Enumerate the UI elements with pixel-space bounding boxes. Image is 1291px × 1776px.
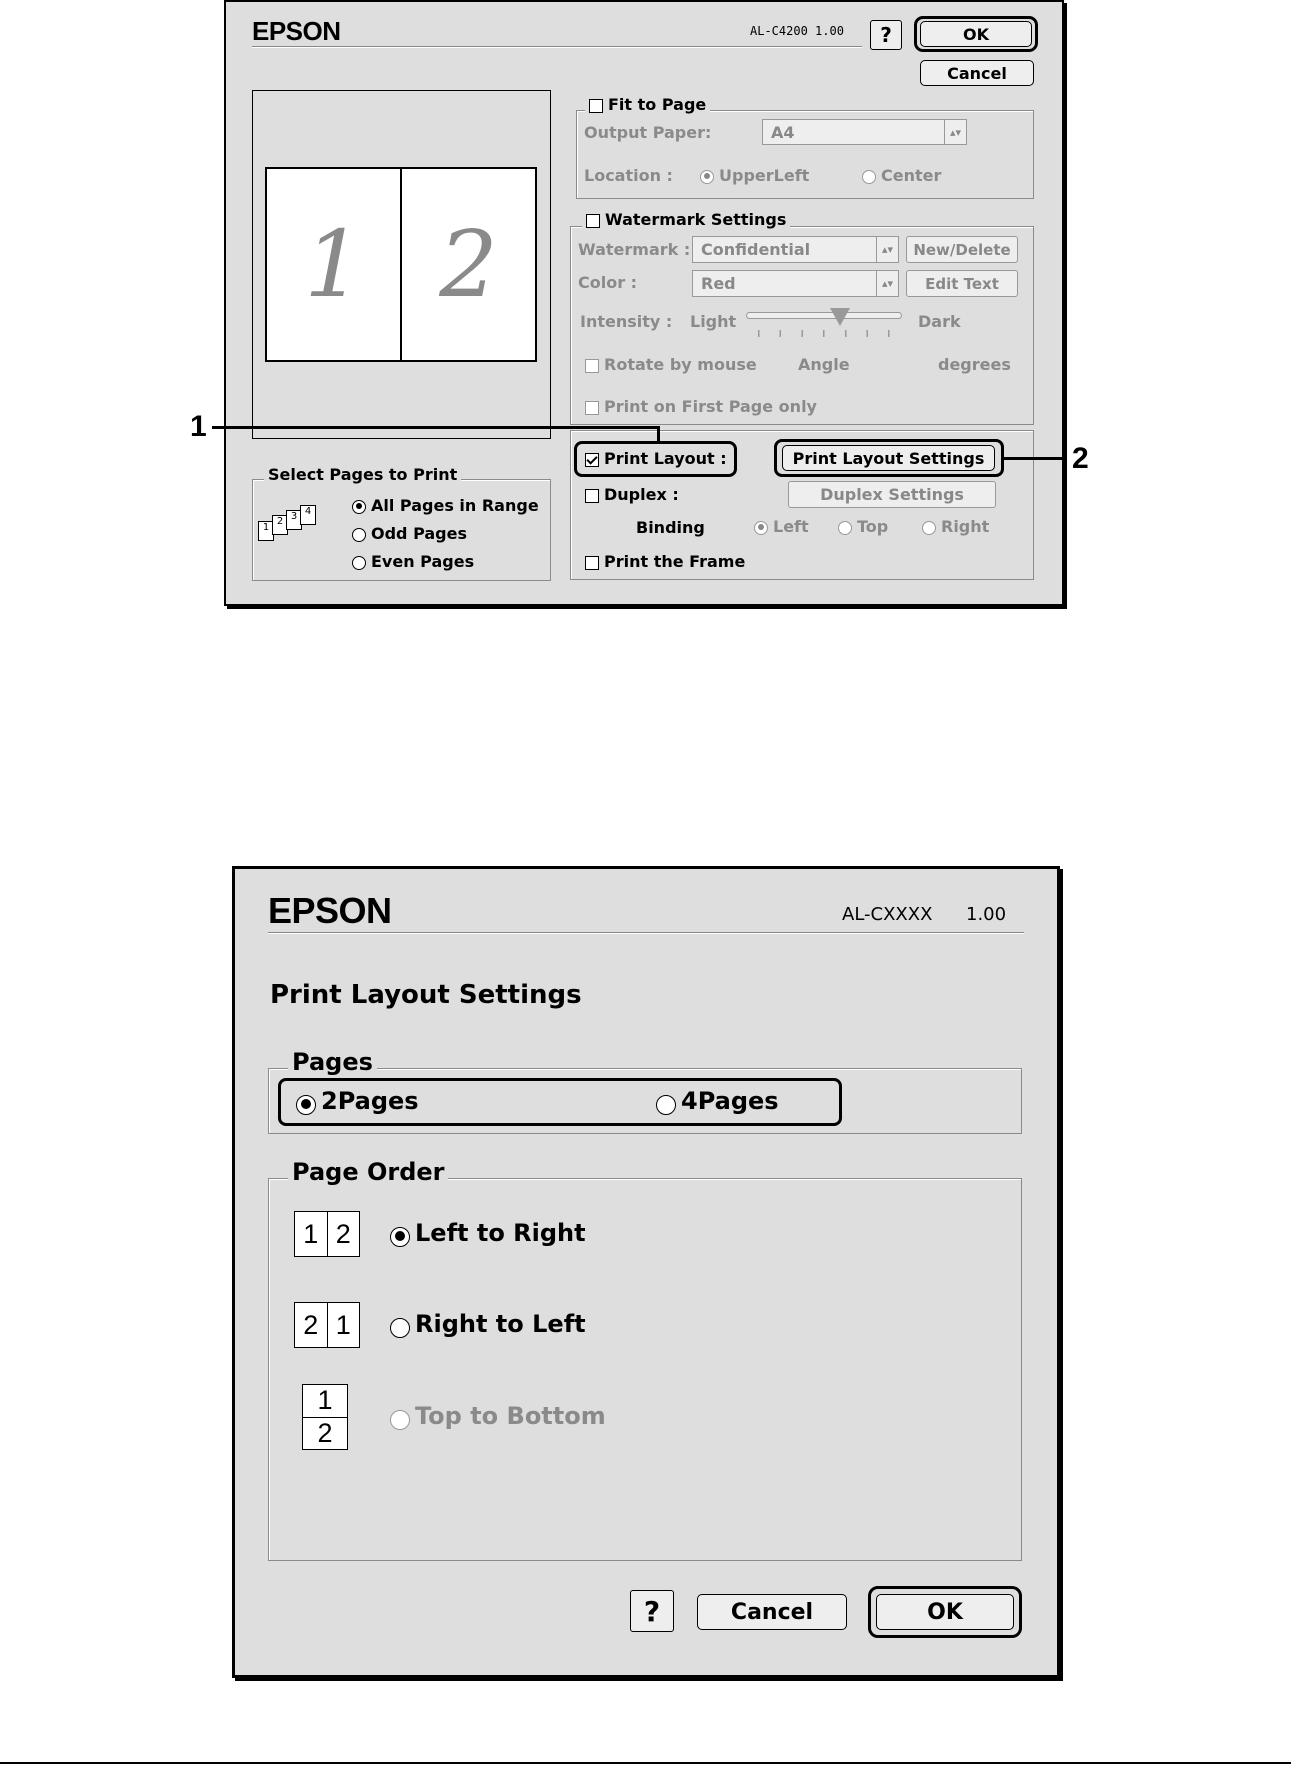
all-pages-label: All Pages in Range <box>371 496 539 515</box>
slider-ticks <box>758 330 892 337</box>
icon-page-2: 2 <box>295 1303 328 1347</box>
output-paper-value: A4 <box>771 122 795 142</box>
print-frame-box <box>585 556 599 570</box>
print-frame-label: Print the Frame <box>604 552 746 571</box>
duplex-settings-button[interactable]: Duplex Settings <box>788 481 996 508</box>
pages-stack-icon <box>258 505 320 549</box>
right-to-left-icon <box>294 1302 360 1348</box>
help-icon: ? <box>880 23 892 47</box>
ok-button-2[interactable]: OK <box>876 1594 1014 1630</box>
radio-icon <box>862 170 876 184</box>
two-pages-label: 2Pages <box>321 1087 419 1115</box>
help-icon: ? <box>643 1594 661 1628</box>
intensity-slider[interactable] <box>746 308 902 338</box>
select-pages-title: Select Pages to Print <box>264 465 461 484</box>
left-to-right-label: Left to Right <box>415 1219 586 1247</box>
epson-logo-2: EPSON <box>268 890 392 931</box>
print-layout-box <box>585 453 599 467</box>
dialog-title: Print Layout Settings <box>270 980 582 1010</box>
location-center-radio[interactable] <box>862 166 941 185</box>
first-page-box <box>585 401 599 415</box>
location-label: Location : <box>584 166 673 185</box>
first-page-only-checkbox[interactable] <box>585 397 817 416</box>
fit-to-page-label: Fit to Page <box>608 95 707 114</box>
radio-icon <box>352 556 366 570</box>
callout-1-line <box>212 426 660 429</box>
right-label: Right <box>941 517 990 536</box>
slider-track <box>746 312 902 319</box>
pages-group-title: Pages <box>288 1048 377 1076</box>
icon-page-1: 1 <box>335 1309 351 1340</box>
four-pages-label: 4Pages <box>681 1087 779 1115</box>
print-layout-settings-button[interactable]: Print Layout Settings <box>782 445 995 471</box>
print-layout-checkbox[interactable] <box>585 449 727 468</box>
binding-top-radio[interactable] <box>838 517 888 536</box>
duplex-box <box>585 489 599 503</box>
help-button-2[interactable] <box>630 1590 674 1632</box>
fit-to-page-checkbox[interactable] <box>585 95 710 114</box>
top-label: Top <box>857 517 889 536</box>
print-frame-checkbox[interactable] <box>585 552 745 571</box>
light-label: Light <box>690 312 737 331</box>
top-to-bottom-label: Top to Bottom <box>415 1402 606 1430</box>
radio-icon <box>754 521 768 535</box>
updown-arrow-icon: ▴▾ <box>876 271 898 296</box>
dark-label: Dark <box>918 312 961 331</box>
duplex-checkbox[interactable] <box>585 485 679 504</box>
page-order-title: Page Order <box>288 1158 448 1186</box>
slider-thumb[interactable] <box>830 308 850 326</box>
odd-pages-label: Odd Pages <box>371 524 467 543</box>
radio-icon <box>296 1095 316 1115</box>
duplex-label: Duplex : <box>604 485 679 504</box>
radio-icon <box>390 1410 410 1430</box>
two-pages-radio[interactable] <box>296 1087 419 1115</box>
fit-to-page-box <box>589 99 603 113</box>
odd-pages-radio[interactable] <box>352 524 467 543</box>
updown-arrow-icon: ▴▾ <box>876 237 898 262</box>
center-label: Center <box>881 166 942 185</box>
first-page-label: Print on First Page only <box>604 397 817 416</box>
binding-label: Binding <box>636 518 705 537</box>
output-paper-label: Output Paper: <box>584 123 712 142</box>
radio-icon <box>352 500 366 514</box>
header-divider <box>252 46 862 48</box>
color-label: Color : <box>578 273 638 292</box>
icon-page-2: 2 <box>317 1417 333 1448</box>
left-to-right-icon <box>294 1211 360 1257</box>
watermark-label: Watermark : <box>578 240 691 259</box>
icon-page-2: 2 <box>335 1218 351 1249</box>
radio-icon <box>390 1318 410 1338</box>
output-paper-select[interactable] <box>762 119 967 145</box>
watermark-checkbox[interactable] <box>582 210 790 229</box>
cancel-button-2[interactable]: Cancel <box>697 1594 847 1630</box>
updown-arrow-icon: ▴▾ <box>944 120 966 144</box>
new-delete-button[interactable]: New/Delete <box>906 236 1018 263</box>
top-to-bottom-icon <box>302 1384 348 1450</box>
help-button[interactable] <box>870 20 902 50</box>
right-to-left-radio[interactable] <box>390 1310 586 1338</box>
callout-2-line <box>1004 457 1066 460</box>
left-to-right-radio[interactable] <box>390 1219 586 1247</box>
ok-button[interactable]: OK <box>920 21 1032 47</box>
preview-page-2: 2 <box>439 211 498 318</box>
edit-text-button[interactable]: Edit Text <box>906 270 1018 297</box>
version-label-2: 1.00 <box>966 904 1007 925</box>
watermark-settings-label: Watermark Settings <box>605 210 787 229</box>
watermark-box <box>586 214 600 228</box>
binding-left-radio[interactable] <box>754 517 809 536</box>
watermark-select[interactable] <box>692 236 899 263</box>
page-order-group <box>268 1178 1022 1561</box>
radio-icon <box>656 1095 676 1115</box>
preview-sheet <box>265 167 537 362</box>
degrees-label: degrees <box>938 355 1011 374</box>
stack-page-4: 4 <box>300 505 316 525</box>
radio-icon <box>700 170 714 184</box>
cancel-button[interactable]: Cancel <box>920 60 1034 86</box>
callout-2: 2 <box>1072 442 1089 475</box>
rotate-by-mouse-checkbox[interactable] <box>585 355 757 374</box>
radio-icon <box>922 521 936 535</box>
radio-icon <box>352 528 366 542</box>
intensity-label: Intensity : <box>580 312 673 331</box>
footer-rule <box>0 1762 1291 1764</box>
radio-icon <box>390 1227 410 1247</box>
even-pages-label: Even Pages <box>371 552 475 571</box>
rotate-box <box>585 359 599 373</box>
left-label: Left <box>773 517 809 536</box>
callout-1: 1 <box>190 410 207 443</box>
watermark-value: Confidential <box>701 240 811 259</box>
top-to-bottom-radio[interactable] <box>390 1402 606 1430</box>
color-select[interactable] <box>692 270 899 297</box>
model-label-2: AL-CXXXX <box>842 904 933 925</box>
epson-logo: EPSON <box>252 16 341 46</box>
model-label: AL-C4200 1.00 <box>750 24 844 38</box>
color-value: Red <box>701 274 736 293</box>
radio-icon <box>838 521 852 535</box>
all-pages-radio[interactable] <box>352 496 539 515</box>
location-upperleft-radio[interactable] <box>700 166 809 185</box>
angle-label: Angle <box>798 355 850 374</box>
rotate-label: Rotate by mouse <box>604 355 757 374</box>
header-divider-2 <box>268 932 1024 934</box>
stack-page-2: 2 <box>272 515 288 535</box>
even-pages-radio[interactable] <box>352 552 474 571</box>
binding-right-radio[interactable] <box>922 517 989 536</box>
stack-page-1: 1 <box>258 521 274 541</box>
stack-page-3: 3 <box>286 510 302 530</box>
right-to-left-label: Right to Left <box>415 1310 586 1338</box>
print-layout-label: Print Layout : <box>604 449 727 468</box>
preview-page-1: 1 <box>267 169 402 360</box>
callout-1-leader <box>657 426 660 443</box>
upperleft-label: UpperLeft <box>719 166 810 185</box>
icon-page-1: 1 <box>303 1385 347 1418</box>
four-pages-radio[interactable] <box>656 1087 779 1115</box>
icon-page-1: 1 <box>295 1212 328 1256</box>
